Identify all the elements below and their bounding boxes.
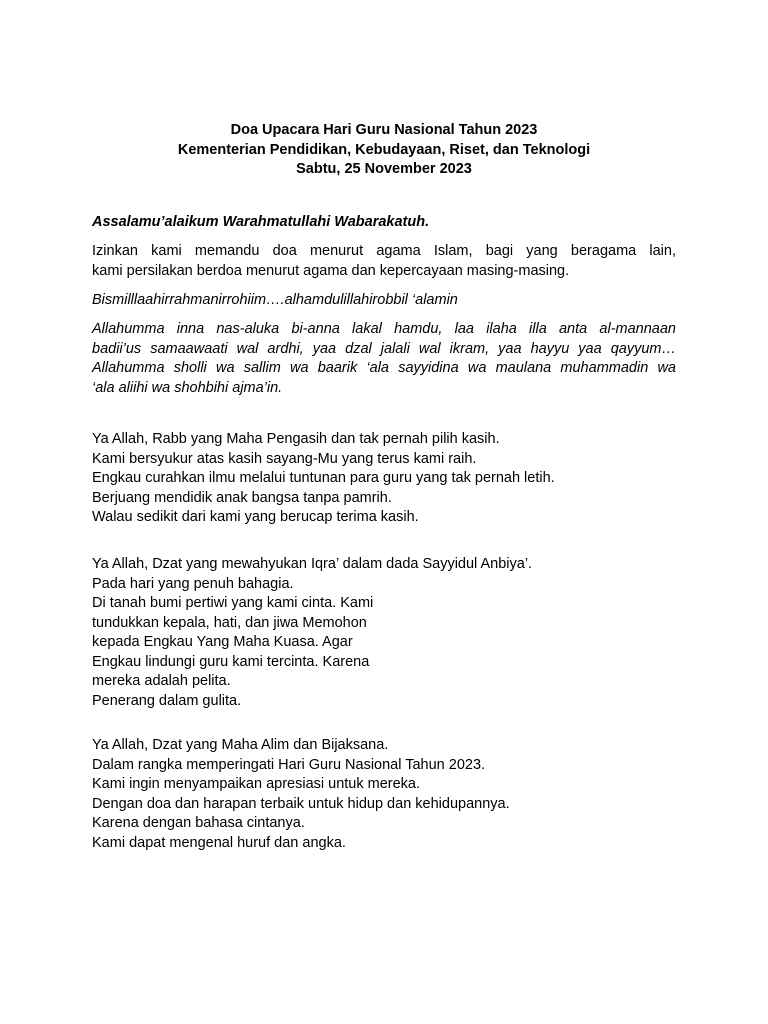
- bismillah: [92, 291, 676, 311]
- stanza-line: Kami ingin menyampaikan apresiasi untuk mereka.: [92, 776, 421, 792]
- stanza-2: [92, 555, 676, 711]
- stanza-line: Ya Allah, Dzat yang mewahyukan Iqra’ dalam dada Sayyidul Anbiya’.: [92, 556, 533, 572]
- bismillah-text: Bismilllaahirrahmanirrohiim….alhamdulillahirobbil ‘alamin: [92, 292, 458, 308]
- stanza-1: [92, 430, 676, 528]
- stanza-line: Kami dapat mengenal huruf dan angka.: [92, 834, 346, 851]
- header-date: Sabtu, 25 November 2023: [296, 161, 472, 177]
- stanza-3: [92, 736, 676, 853]
- arabic-prayer-line: badii’us samaawaati wal ardhi, yaa dzal jalali wal ikram, yaa hayyu yaa qayyum…: [92, 340, 676, 357]
- header-title: Doa Upacara Hari Guru Nasional Tahun 2023: [230, 122, 538, 138]
- greeting-text: Assalamu’alaikum Warahmatullahi Wabarakatuh.: [92, 214, 430, 230]
- stanza-line: Penerang dalam gulita.: [92, 692, 242, 709]
- stanza-line: kepada Engkau Yang Maha Kuasa. Agar: [92, 634, 353, 650]
- stanza-line: Berjuang mendidik anak bangsa tanpa pamrih.: [92, 489, 392, 506]
- intro-line: kami persilakan berdoa menurut agama dan kepercayaan masing-masing.: [92, 262, 570, 279]
- stanza-line: tundukkan kepala, hati, dan jiwa Memohon: [92, 614, 367, 631]
- stanza-line: Kami bersyukur atas kasih sayang-Mu yang terus kami raih.: [92, 450, 477, 467]
- intro-paragraph: [92, 242, 676, 281]
- stanza-line: Dengan doa dan harapan terbaik untuk hidup dan kehidupannya.: [92, 795, 510, 812]
- stanza-line: Walau sedikit dari kami yang berucap terima kasih.: [92, 509, 419, 525]
- arabic-prayer-line: Allahumma inna nas-aluka bi-anna lakal hamdu, laa ilaha illa anta al-mannaan: [92, 321, 676, 337]
- arabic-prayer-line: Allahumma sholli wa sallim wa baarik ‘ala sayyidina wa maulana muhammadin wa: [92, 360, 676, 376]
- stanza-line: Karena dengan bahasa cintanya.: [92, 815, 305, 831]
- greeting: [92, 213, 676, 233]
- intro-line: Izinkan kami memandu doa menurut agama Islam, bagi yang beragama lain,: [92, 243, 676, 259]
- stanza-line: Ya Allah, Dzat yang Maha Alim dan Bijaksana.: [92, 737, 389, 753]
- stanza-line: Ya Allah, Rabb yang Maha Pengasih dan tak pernah pilih kasih.: [92, 431, 500, 447]
- arabic-prayer: [92, 320, 676, 398]
- stanza-line: mereka adalah pelita.: [92, 673, 231, 689]
- stanza-line: Engkau curahkan ilmu melalui tuntunan para guru yang tak pernah letih.: [92, 470, 555, 486]
- stanza-line: Di tanah bumi pertiwi yang kami cinta. Kami: [92, 595, 374, 611]
- stanza-line: Dalam rangka memperingati Hari Guru Nasional Tahun 2023.: [92, 756, 486, 773]
- stanza-line: Engkau lindungi guru kami tercinta. Karena: [92, 653, 370, 670]
- stanza-line: Pada hari yang penuh bahagia.: [92, 575, 294, 592]
- document-header: [92, 121, 676, 180]
- header-ministry: Kementerian Pendidikan, Kebudayaan, Riset, dan Teknologi: [177, 141, 591, 158]
- arabic-prayer-line: ‘ala aliihi wa shohbihi ajma’in.: [92, 379, 283, 396]
